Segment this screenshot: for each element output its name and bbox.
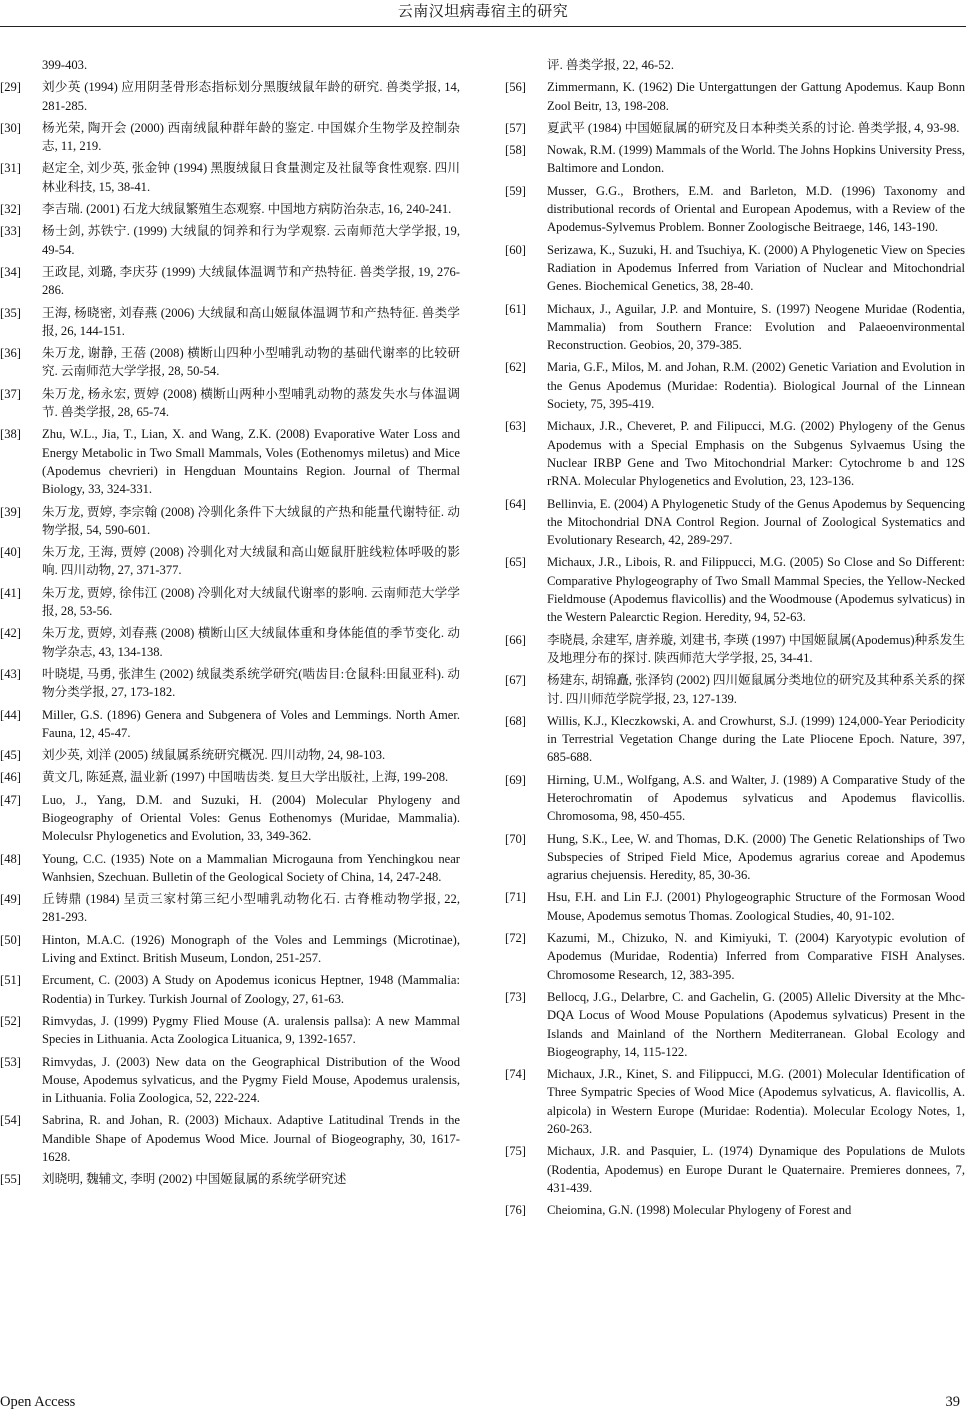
reference-entry xyxy=(505,771,965,826)
reference-number: [76] xyxy=(505,1203,526,1218)
reference-text: 王政昆, 刘璐, 李庆芬 (1999) 大绒鼠体温调节和产热特征. 兽类学报, 19, 276-286. xyxy=(42,264,460,298)
reference-number: [59] xyxy=(505,183,526,198)
reference-number: [70] xyxy=(505,831,526,846)
reference-entry xyxy=(0,890,460,927)
reference-entry xyxy=(0,746,460,764)
reference-text: Michaux, J.R., Cheveret, P. and Filipucci, M.G. (2002) Phylogeny of the Genus Apodemus with a Special Emphasis on the Subgenus Sylvaemus Using the Nuclear IRBP Gene and Two Mitochondrial Marker: Cytochrome b and 12S rRNA. Molecular Phylogenetics and Evolution, 23, 123-136. xyxy=(547,419,965,489)
reference-number: [52] xyxy=(0,1013,21,1028)
reference-number: [75] xyxy=(505,1144,526,1159)
reference-text: Miller, G.S. (1896) Genera and Subgenera of Voles and Lemmings. North Amer. Fauna, 12, 45-47. xyxy=(42,707,460,740)
reference-entry xyxy=(0,263,460,300)
reference-entry xyxy=(505,988,965,1061)
reference-entry xyxy=(0,200,460,218)
reference-number: [64] xyxy=(505,496,526,511)
reference-text: 朱万龙, 杨永宏, 贾婷 (2008) 横断山两种小型哺乳动物的蒸发失水与体温调节. 兽类学报, 28, 65-74. xyxy=(42,386,460,420)
reference-number: [35] xyxy=(0,305,21,320)
reference-number: [67] xyxy=(505,673,526,688)
reference-text: 杨光荣, 陶开会 (2000) 西南绒鼠种群年龄的鉴定. 中国媒介生物学及控制杂志, 11, 219. xyxy=(42,120,460,154)
reference-number: [66] xyxy=(505,632,526,647)
reference-entry xyxy=(505,1142,965,1197)
reference-entry xyxy=(0,503,460,540)
reference-number: [48] xyxy=(0,851,21,866)
reference-entry xyxy=(0,706,460,743)
reference-entry xyxy=(0,78,460,115)
reference-entry xyxy=(0,385,460,422)
reference-text: 黄文几, 陈延熹, 温业新 (1997) 中国啮齿类. 复旦大学出版社, 上海, 199-208. xyxy=(42,770,449,785)
reference-text: Michaux, J., Aguilar, J.P. and Montuire, S. (1997) Neogene Muridae (Rodentia, Mammalia) from Southern France: Evolution and Palaeoenvironmental Reconstruction. Geobios, 20, 379-385. xyxy=(547,301,965,353)
reference-text: Rimvydas, J. (1999) Pygmy Flied Mouse (A. uralensis pallsa): A new Mammal Species in Lithuania. Acta Zoologica Lituanica, 9, 1392-1657. xyxy=(42,1013,460,1047)
reference-entry xyxy=(0,56,460,74)
reference-text: Willis, K.J., Kleczkowski, A. and Crowhurst, S.J. (1999) 124,000-Year Periodicity in Terrestrial Vegetation Change during the Late Pliocene Epoch. Nature, 397, 685-688. xyxy=(547,713,965,765)
reference-text: 朱万龙, 贾婷, 徐伟江 (2008) 冷驯化对大绒鼠代谢率的影响. 云南师范大学学报, 28, 53-56. xyxy=(42,585,460,619)
reference-entry xyxy=(505,300,965,355)
reference-number: [37] xyxy=(0,386,21,401)
reference-entry xyxy=(0,931,460,968)
reference-entry xyxy=(0,1053,460,1108)
reference-entry xyxy=(505,358,965,413)
reference-number: [44] xyxy=(0,707,21,722)
reference-text: Cheiomina, G.N. (1998) Molecular Phylogeny of Forest and xyxy=(547,1203,852,1218)
reference-text: 丘铸鼎 (1984) 呈贡三家村第三纪小型哺乳动物化石. 古脊椎动物学报, 22, 281-293. xyxy=(42,892,460,925)
running-header: 云南汉坦病毒宿主的研究 xyxy=(397,4,569,20)
reference-entry xyxy=(505,888,965,925)
reference-text: 评. 兽类学报, 22, 46-52. xyxy=(547,58,674,72)
reference-entry xyxy=(505,712,965,767)
reference-number: [39] xyxy=(0,504,21,519)
reference-text: 刘少英 (1994) 应用阴茎骨形态指标划分黑腹绒鼠年龄的研究. 兽类学报, 14, 281-285. xyxy=(42,80,460,113)
reference-number: [32] xyxy=(0,202,21,217)
reference-number: [73] xyxy=(505,989,526,1004)
reference-entry xyxy=(505,495,965,550)
reference-entry xyxy=(0,1012,460,1049)
reference-number: [51] xyxy=(0,973,21,988)
reference-number: [58] xyxy=(505,143,526,158)
reference-text: Zhu, W.L., Jia, T., Lian, X. and Wang, Z.K. (2008) Evaporative Water Loss and Energy Metabolic in Two Small Mammals, Voles (Eothenomys miletus) and Mice (Apodemus chevrieri) in Hengduan Mountains Region. Journal of Thermal Biology, 33, 324-331. xyxy=(42,427,460,497)
reference-entry xyxy=(0,791,460,846)
reference-entry xyxy=(505,241,965,296)
reference-text: Serizawa, K., Suzuki, H. and Tsuchiya, K. (2000) A Phylogenetic View on Species Radiation in Apodemus Inferred from Variation of Nuclear and Mitochondrial Genes. Biochemical Genetics, 38, 28-40. xyxy=(547,242,965,294)
reference-entry xyxy=(0,543,460,580)
reference-entry xyxy=(0,159,460,196)
reference-text: Bellinvia, E. (2004) A Phylogenetic Study of the Genus Apodemus by Sequencing the Mitochondrial DNA Control Region. Journal of Zoological Systematics and Evolutionary Research, 42, 289-297. xyxy=(547,496,965,548)
reference-text: Luo, J., Yang, D.M. and Suzuki, H. (2004) Molecular Phylogeny and Biogeography of Oriental Voles: Genus Eothenomys (Muridae, Mammalia). Moleculsr Phylogenetics and Evolution, 33, 349-362. xyxy=(42,792,460,844)
reference-number: [56] xyxy=(505,80,526,95)
reference-entry xyxy=(0,1111,460,1166)
reference-number: [65] xyxy=(505,555,526,570)
reference-number: [42] xyxy=(0,626,21,641)
reference-text: 李吉瑞. (2001) 石龙大绒鼠繁殖生态观察. 中国地方病防治杂志, 16, 240-241. xyxy=(42,202,452,217)
reference-number: [69] xyxy=(505,772,526,787)
reference-entry xyxy=(0,119,460,156)
reference-number: [40] xyxy=(0,545,21,560)
reference-text: 李晓晨, 余建军, 唐养璇, 刘建书, 李瑛 (1997) 中国姬鼠属(Apodemus)种系发生及地理分布的探讨. 陕西师范大学学报, 25, 34-41. xyxy=(547,632,965,665)
reference-text: 朱万龙, 谢静, 王蓓 (2008) 横断山四种小型哺乳动物的基础代谢率的比较研究. 云南师范大学学报, 28, 50-54. xyxy=(42,346,460,379)
reference-number: [72] xyxy=(505,931,526,946)
reference-number: [30] xyxy=(0,120,21,135)
reference-entry xyxy=(0,222,460,259)
reference-number: [53] xyxy=(0,1054,21,1069)
reference-text: 赵定全, 刘少英, 张金钟 (1994) 黑腹绒鼠日食量测定及社鼠等食性观察. 四川林业科技, 15, 38-41. xyxy=(42,161,460,194)
reference-text: Zimmermann, K. (1962) Die Untergattungen der Gattung Apodemus. Kaup Bonn Zool Beitr, 13, 198-208. xyxy=(547,80,965,113)
reference-text: Ercument, C. (2003) A Study on Apodemus iconicus Heptner, 1948 (Mammalia: Rodentia) in Turkey. Turkish Journal of Zoology, 27, 61-63. xyxy=(42,973,460,1006)
reference-number: [71] xyxy=(505,890,526,905)
reference-text: 399-403. xyxy=(42,58,88,72)
reference-entry xyxy=(505,141,965,178)
reference-number: [55] xyxy=(0,1172,21,1187)
reference-text: 朱万龙, 贾婷, 李宗翰 (2008) 冷驯化条件下大绒鼠的产热和能量代谢特征. 动物学报, 54, 590-601. xyxy=(42,504,460,537)
reference-text: Hirning, U.M., Wolfgang, A.S. and Walter, J. (1989) A Comparative Study of the Heterochromatin of Apodemus sylvaticus and Apodemus flavicollis. Chromosoma, 98, 450-455. xyxy=(547,772,965,824)
reference-number: [46] xyxy=(0,770,21,785)
reference-number: [45] xyxy=(0,748,21,763)
reference-number: [60] xyxy=(505,242,526,257)
reference-entry xyxy=(0,971,460,1008)
reference-entry xyxy=(505,671,965,708)
reference-number: [41] xyxy=(0,585,21,600)
reference-text: Michaux, J.R., Libois, R. and Filippucci, M.G. (2005) So Close and So Different: Comparative Phylogeography of Two Small Mammal Species, the Yellow-Necked Fieldmouse (Apodemus flavicollis) and the Woodmouse (Apodemus sylvaticus) in the Western Palearctic Region. Heredity, 94, 52-63. xyxy=(547,555,965,625)
reference-text: 王海, 杨晓密, 刘春燕 (2006) 大绒鼠和高山姬鼠体温调节和产热特征. 兽类学报, 26, 144-151. xyxy=(42,305,460,338)
reference-text: Musser, G.G., Brothers, E.M. and Barleton, M.D. (1996) Taxonomy and distributional records of Oriental and European Apodemus, with a Review of the Apodemus-Sylvemus Problem. Bonner Zoologische Beitraege, 146, 143-190. xyxy=(547,183,965,235)
reference-text: 朱万龙, 贾婷, 刘春燕 (2008) 横断山区大绒鼠体重和身体能值的季节变化. 动物学杂志, 43, 134-138. xyxy=(42,626,460,659)
reference-number: [74] xyxy=(505,1067,526,1082)
reference-entry xyxy=(0,344,460,381)
reference-number: [49] xyxy=(0,892,21,907)
reference-entry xyxy=(0,584,460,621)
reference-entry xyxy=(0,624,460,661)
reference-entry xyxy=(505,417,965,490)
reference-number: [61] xyxy=(505,301,526,316)
reference-entry xyxy=(0,665,460,702)
reference-entry xyxy=(505,631,965,668)
reference-number: [38] xyxy=(0,427,21,442)
reference-text: Maria, G.F., Milos, M. and Johan, R.M. (2002) Genetic Variation and Evolution in the Genus Apodemus (Muridae: Rodentia). Biological Journal of the Linnean Society, 75, 395-419. xyxy=(547,360,965,412)
references-left-column xyxy=(0,56,460,1189)
reference-entry xyxy=(0,1170,460,1188)
reference-text: Hung, S.K., Lee, W. and Thomas, D.K. (2000) The Genetic Relationships of Two Subspecies of Striped Field Mice, Apodemus agrarius coreae and Apodemus agrarius chejuensis. Heredity, 85, 30-36. xyxy=(547,831,965,883)
references-right-column xyxy=(505,56,965,1220)
reference-entry xyxy=(505,119,965,137)
reference-entry xyxy=(505,929,965,984)
reference-text: Rimvydas, J. (2003) New data on the Geographical Distribution of the Wood Mouse, Apodemus sylvaticus, and the Pygmy Field Mouse, Apodemus uralensis, in Lithuania. Folia Zoologica, 52, 222-224. xyxy=(42,1054,460,1106)
reference-text: Hinton, M.A.C. (1926) Monograph of the Voles and Lemmings (Microtinae), Living and Extinct. British Museum, London, 251-257. xyxy=(42,932,460,966)
reference-entry xyxy=(505,182,965,237)
reference-entry xyxy=(0,304,460,341)
header-divider xyxy=(0,26,966,27)
reference-entry xyxy=(0,425,460,498)
reference-text: 杨士剑, 苏铁宁. (1999) 大绒鼠的饲养和行为学观察. 云南师范大学学报, 19, 49-54. xyxy=(42,224,460,257)
reference-number: [47] xyxy=(0,792,21,807)
reference-number: [33] xyxy=(0,224,21,239)
reference-text: 叶晓堤, 马勇, 张津生 (2002) 绒鼠类系统学研究(啮齿目:仓鼠科:田鼠亚科). 动物分类学报, 27, 173-182. xyxy=(42,666,460,700)
reference-text: Kazumi, M., Chizuko, N. and Kimiyuki, T. (2004) Karyotypic evolution of Apodemus (Muridae, Rodentia) Inferred from Comparative FISH Analyses. Chromosome Research, 12, 383-395. xyxy=(547,931,965,982)
reference-entry xyxy=(505,1201,965,1219)
reference-text: Young, C.C. (1935) Note on a Mammalian Microgauna from Yenchingkou near Wanhsien, Szechuan. Bulletin of the Geological Society of China, 14, 247-248. xyxy=(42,851,460,884)
reference-text: Bellocq, J.G., Delarbre, C. and Gachelin, G. (2005) Allelic Diversity at the Mhc-DQA Locus of Wood Mouse Populations (Apodemus sylvaticus) Present in the Islands and Mainland of the Northern Mediterranean. Global Ecology and Biogeography, 14, 115-122. xyxy=(547,989,965,1059)
reference-number: [62] xyxy=(505,360,526,375)
reference-text: Nowak, R.M. (1999) Mammals of the World. The Johns Hopkins University Press, Baltimore and London. xyxy=(547,143,965,176)
reference-entry xyxy=(505,78,965,115)
reference-number: [50] xyxy=(0,932,21,947)
reference-text: Michaux, J.R. and Pasquier, L. (1974) Dynamique des Populations de Mulots (Rodentia, Apodemus) en Europe Durant le Quaternaire. Premieres donnees, 7, 431-439. xyxy=(547,1144,965,1195)
reference-text: 夏武平 (1984) 中国姬鼠属的研究及日本种类关系的讨论. 兽类学报, 4, 93-98. xyxy=(547,120,960,135)
reference-number: [68] xyxy=(505,713,526,728)
footer-open-access: Open Access xyxy=(0,1394,76,1410)
reference-entry xyxy=(505,56,965,74)
reference-text: 朱万龙, 王海, 贾婷 (2008) 冷驯化对大绒鼠和高山姬鼠肝脏线粒体呼吸的影响. 四川动物, 27, 371-377. xyxy=(42,545,460,578)
reference-number: [29] xyxy=(0,80,21,95)
reference-text: Hsu, F.H. and Lin F.J. (2001) Phylogeographic Structure of the Formosan Wood Mouse, Apodemus semotus Thomas. Zoological Studies, 40, 91-102. xyxy=(547,890,965,923)
reference-number: [34] xyxy=(0,264,21,279)
reference-text: 刘晓明, 魏辅文, 李明 (2002) 中国姬鼠属的系统学研究述 xyxy=(42,1172,347,1187)
reference-entry xyxy=(505,553,965,626)
reference-entry xyxy=(505,830,965,885)
reference-number: [57] xyxy=(505,120,526,135)
reference-text: 刘少英, 刘洋 (2005) 绒鼠属系统研究概况. 四川动物, 24, 98-103. xyxy=(42,748,386,763)
reference-entry xyxy=(505,1065,965,1138)
reference-number: [43] xyxy=(0,666,21,681)
reference-number: [31] xyxy=(0,161,21,176)
reference-number: [36] xyxy=(0,346,21,361)
reference-text: 杨建东, 胡锦矗, 张泽钧 (2002) 四川姬鼠属分类地位的研究及其种系关系的探讨. 四川师范学院学报, 23, 127-139. xyxy=(547,673,965,706)
reference-number: [54] xyxy=(0,1113,21,1128)
page-number: 39 xyxy=(945,1394,960,1410)
reference-text: Michaux, J.R., Kinet, S. and Filippucci, M.G. (2001) Molecular Identification of Three Sympatric Species of Wood Mice (Apodemus sylvaticus, A. flavicollis, A. alpicola) in Western Europe (Muridae: Rodentia). Molecular Ecology Notes, 1, 260-263. xyxy=(547,1067,965,1137)
reference-number: [63] xyxy=(505,419,526,434)
reference-entry xyxy=(0,768,460,786)
reference-text: Sabrina, R. and Johan, R. (2003) Michaux. Adaptive Latitudinal Trends in the Mandible Shape of Apodemus Wood Mice. Journal of Biogeography, 30, 1617-1628. xyxy=(42,1113,460,1165)
reference-entry xyxy=(0,850,460,887)
